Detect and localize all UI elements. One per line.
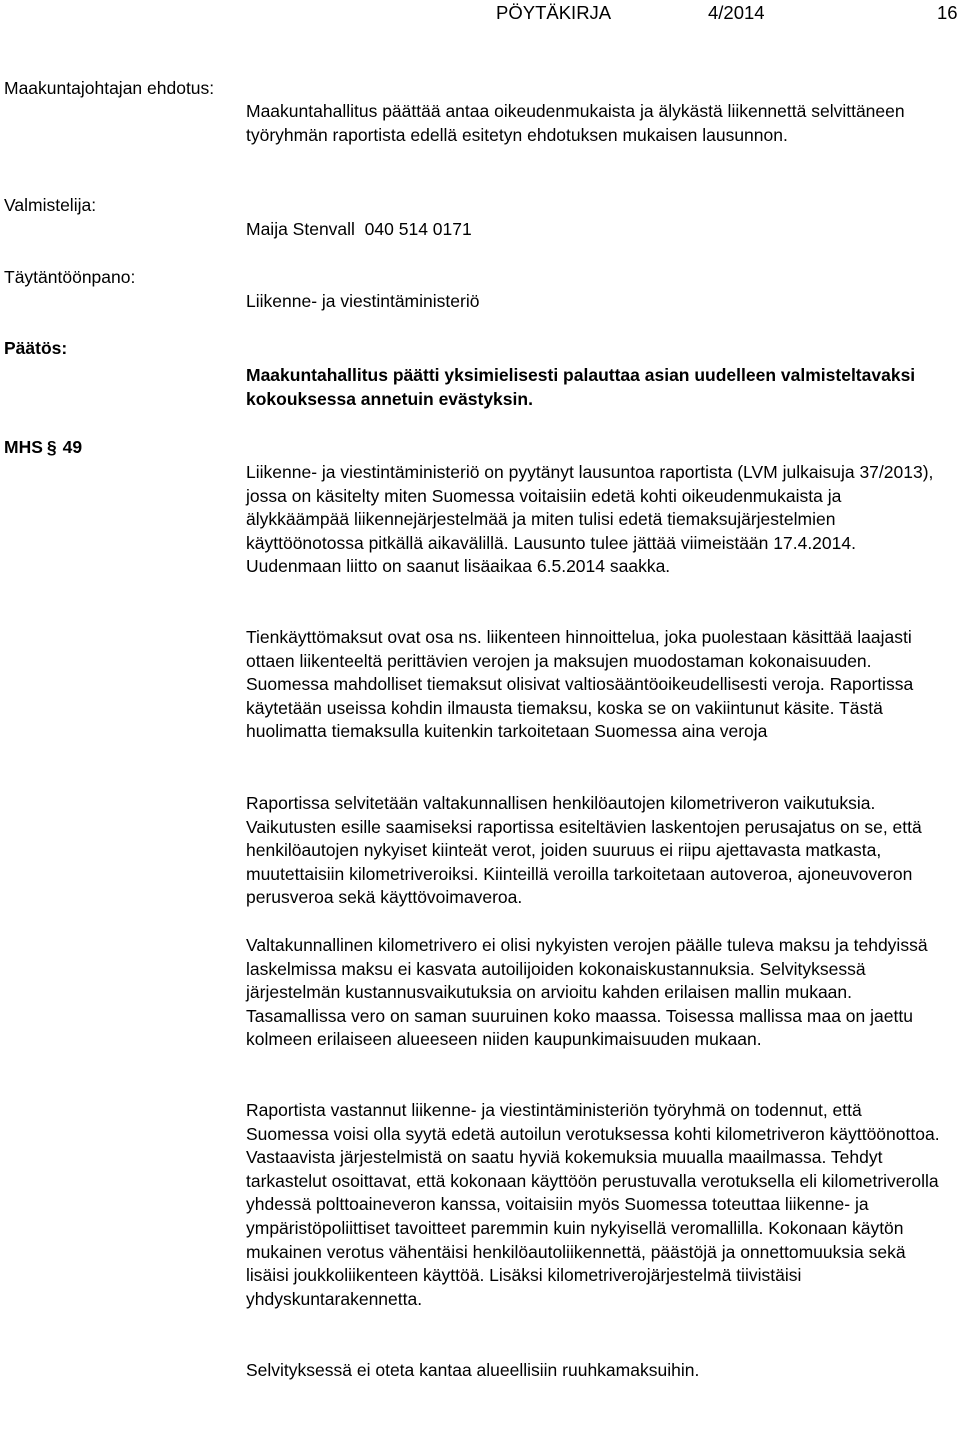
section-paragraph-6: Selvityksessä ei oteta kantaa alueellisiin ruuhkamaksuihin. [246,1360,700,1380]
preparer-label: Valmistelija: [4,195,97,215]
section-marker [4,436,82,460]
section-sign-icon: § [46,437,57,457]
implementation-label: Täytäntöönpano: [4,267,136,287]
preparer-value: Maija Stenvall 040 514 0171 [246,219,472,239]
section-paragraph-5: Raportista vastannut liikenne- ja viestintäministeriön työryhmä on todennut, että Suomessa voisi olla syytä edetä autoilun verotuksessa kohti kilometriveron käyttöönottoa. Vastaavista järjestelmistä on saatu hyviä kokemuksia muualla maailmassa. Tehdyt tarkastelut osoittavat, että kokonaan käyttöön perustuvalla verotuksella eli kilometriverolla yhdessä polttoaineveron kanssa, voitaisiin myös Suomessa toteuttaa liikenne- ja ympäristöpoliittiset tavoitteet paremmin kuin nykyisellä veromallilla. Kokonaan käytön mukainen verotus vähentäisi henkilöautoliikennettä, päästöjä ja onnettomuuksia sekä lisäisi joukkoliikenteen käyttöä. Lisäksi kilometriverojärjestelmä tiivistäisi yhdyskuntarakennetta. [246,1100,940,1309]
implementation-value: Liikenne- ja viestintäministeriö [246,291,480,311]
proposal-label: Maakuntajohtajan ehdotus: [4,78,215,98]
document-type: PÖYTÄKIRJA [496,2,612,23]
proposal-text: Maakuntahallitus päättää antaa oikeudenmukaista ja älykästä liikennettä selvittäneen työryhmän raportista edellä esitetyn ehdotuksen mukaisen lausunnon. [246,101,905,145]
section-paragraph-1: Liikenne- ja viestintäministeriö on pyytänyt lausuntoa raportista (LVM julkaisuja 37/2013), jossa on käsitelty miten Suomessa voitaisiin edetä kohti oikeudenmukaista ja älykkäämpää liikennejärjestelmää ja miten tulisi edetä tiemaksujärjestelmien käyttöönotossa pitkällä aikavälillä. Lausunto tulee jättää viimeistään 17.4.2014. Uudenmaan liitto on saanut lisäaikaa 6.5.2014 saakka. [246,462,934,577]
document-number: 4/2014 [708,2,765,23]
section-paragraph-2: Tienkäyttömaksut ovat osa ns. liikenteen hinnoittelua, joka puolestaan käsittää laajasti ottaen liikenteeltä perittävien verojen ja maksujen muodostaman kokonaisuuden. Suomessa mahdolliset tiemaksut olisivat valtiosääntöoikeudellisesti veroja. Raportissa käytetään useissa kohdin ilmausta tiemaksu, koska se on vakiintunut käsite. Tästä huolimatta tiemaksulla kuitenkin tarkoitetaan Suomessa aina veroja [246,627,914,742]
section-paragraph-3: Raportissa selvitetään valtakunnallisen henkilöautojen kilometriveron vaikutuksia. Vaikutusten esille saamiseksi raportissa esiteltävien laskentojen perusajatus on se, että henkilöautojen nykyiset kiinteät verot, joiden suuruus ei riipu ajettavasta matkasta, muutettaisiin kilometriveroiksi. Kiinteillä veroilla tarkoitetaan autoveroa, ajoneuvoveron perusveroa sekä käyttövoimaveroa. [246,793,922,908]
section-number: 49 [62,437,83,457]
page-number: 16 [937,2,958,23]
section-prefix: MHS [4,437,43,457]
decision-label: Päätös: [4,338,68,358]
section-paragraph-4: Valtakunnallinen kilometrivero ei olisi nykyisten verojen päälle tuleva maksu ja tehdyissä laskelmissa maksu ei kasvata autoilijoiden kokonaiskustannuksia. Selvityksessä järjestelmän kustannusvaikutuksia on arvioitu kahden erilaisen mallin mukaan. Tasamallissa vero on saman suuruinen koko maassa. Toisessa mallissa maa on jaettu kolmeen erilaiseen alueeseen niiden kaupunkimaisuuden mukaan. [246,935,928,1050]
decision-text: Maakuntahallitus päätti yksimielisesti palauttaa asian uudelleen valmisteltavaksi kokouksessa annetuin evästyksin. [246,365,916,409]
